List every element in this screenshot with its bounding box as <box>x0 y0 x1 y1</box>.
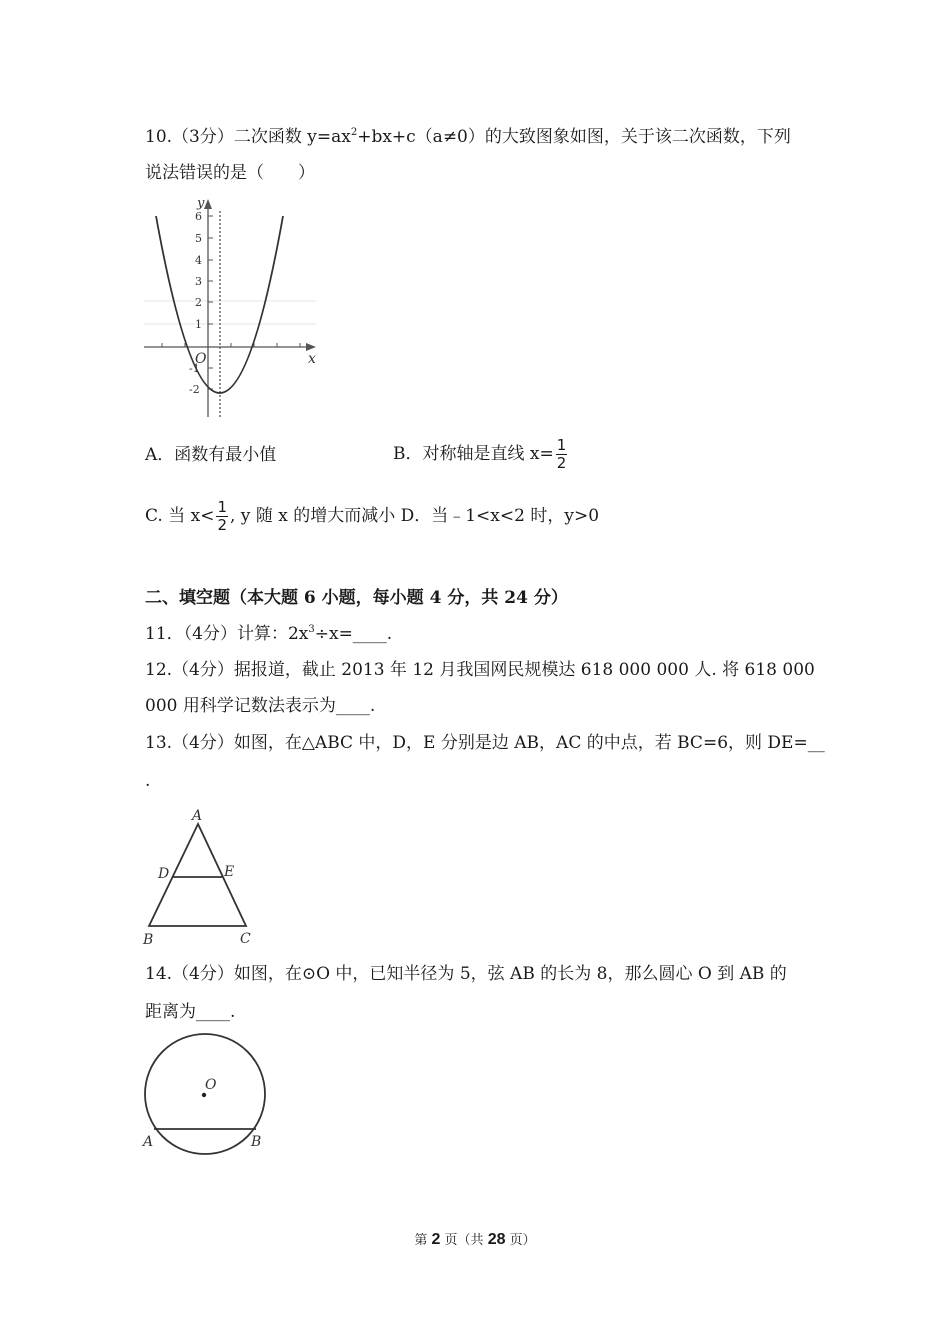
total-pages: 28 <box>487 1231 506 1248</box>
section-2-title: 二、填空题（本大题 6 小题，每小题 4 分，共 24 分） <box>145 588 568 608</box>
q14-line2: 距离为____. <box>145 1002 236 1022</box>
y-tick-label: 1 <box>195 318 202 331</box>
vertex-b-label: B <box>143 932 154 948</box>
x-axis-label: x <box>308 351 316 367</box>
y-axis-label: y <box>197 196 205 211</box>
y-tick-label: 5 <box>195 232 202 245</box>
q12-line1: 12.（4分）据报道，截止 2013 年 12 月我国网民规模达 618 000 000 人. 将 618 000 <box>145 660 815 680</box>
point-e-label: E <box>224 864 235 880</box>
current-page-number: 2 <box>431 1231 441 1248</box>
q10-option-a: A．函数有最小值 <box>145 445 277 465</box>
q13-line1: 13.（4分）如图，在△ABC 中，D，E 分别是边 AB，AC 的中点，若 BC=6，则 DE=__ <box>145 733 825 753</box>
y-tick-label: 4 <box>195 254 202 267</box>
q10-option-c-d: C. 当 x< $\frac{1}{2}$ , y 随 x 的增大而减小 D．当﹣1<x<2 时，y>0 <box>145 498 600 534</box>
y-tick-label: 2 <box>195 296 202 309</box>
q10-stem-line1: 10.（3分）二次函数 $y=ax^2+bx+c(a\ne 0)$的大致图象如图，关于该二次函数，下列 <box>145 127 791 147</box>
q13-line2: . <box>145 771 151 791</box>
page-footer: 第 2 页（共 28 页） <box>414 1231 536 1248</box>
triangle-abc-figure <box>140 805 260 950</box>
x-axis-arrow <box>306 343 316 351</box>
y-tick-label: -1 <box>189 362 200 375</box>
q14-line1: 14.（4分）如图，在⊙O 中，已知半径为 5，弦 AB 的长为 8，那么圆心 O 到 AB 的 <box>145 964 787 984</box>
parabola-graph <box>140 193 330 423</box>
center-o-label: O <box>205 1077 217 1093</box>
vertex-a-label: A <box>192 808 203 824</box>
origin-label: O <box>195 351 207 367</box>
circle-o-figure <box>140 1033 275 1158</box>
q12-line2: 000 用科学记数法表示为____. <box>145 696 376 716</box>
y-tick-label: 3 <box>195 275 202 288</box>
fraction-one-half: $\frac{1}{2}$ <box>217 498 227 534</box>
q10-option-b: B．对称轴是直线 x= $\frac{1}{2}$ <box>393 436 567 472</box>
center-point <box>202 1093 206 1097</box>
y-tick-label: 6 <box>195 210 202 223</box>
point-d-label: D <box>158 866 170 882</box>
point-a-label: A <box>143 1134 154 1150</box>
fraction-one-half: $\frac{1}{2}$ <box>556 436 567 472</box>
y-tick-label: -2 <box>189 383 200 396</box>
y-axis-arrow <box>204 199 212 209</box>
point-b-label: B <box>251 1134 262 1150</box>
q10-stem-line2: 说法错误的是（ ） <box>145 163 315 183</box>
vertex-c-label: C <box>240 931 251 947</box>
q11: 11．（4分）计算：$2x^3\div x=\_\_\_\_$. <box>145 624 393 644</box>
